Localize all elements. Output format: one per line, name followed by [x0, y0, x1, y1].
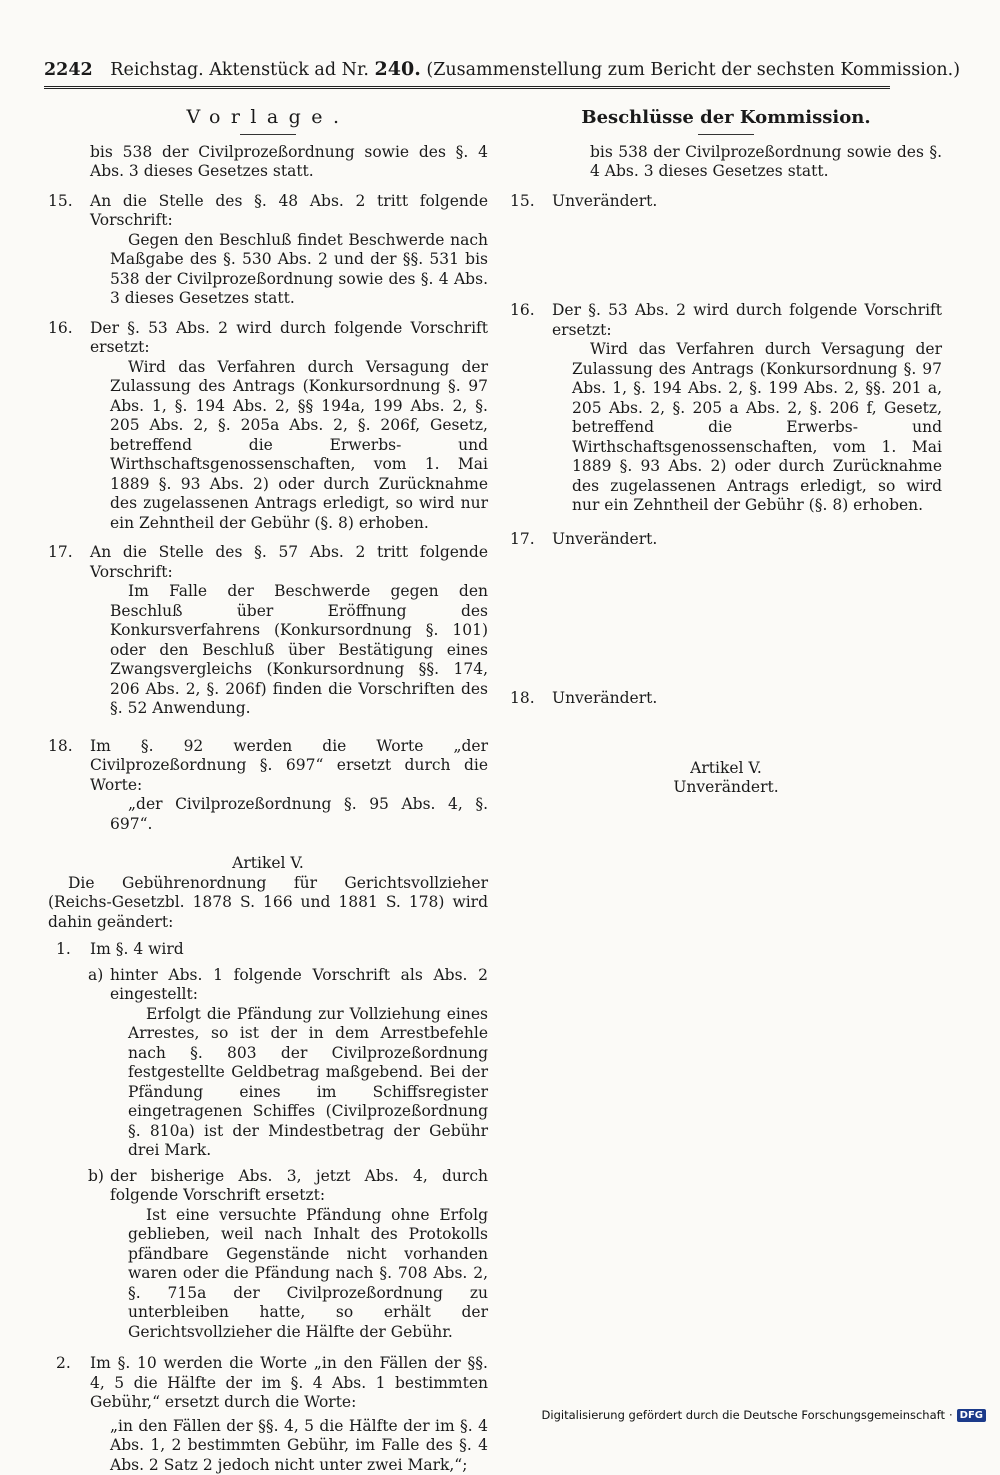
- continuation-text: bis 538 der Civilprozeßordnung sowie des §. 4 Abs. 3 dieses Gesetzes statt.: [48, 143, 488, 182]
- continuation-text: bis 538 der Civilprozeßordnung sowie des §. 4 Abs. 3 dieses Gesetzes statt.: [510, 143, 942, 182]
- point-number: 1.: [56, 940, 71, 960]
- header-rule: [44, 86, 890, 89]
- point-2: [48, 1354, 488, 1413]
- item-16-quote: Wird das Verfahren durch Versagung der Zulassung des Antrags (Konkursordnung §. 97 Abs. 1, §. 194 Abs. 2, §§ 194a, 199 Abs. 2, §. 205 Abs. 2, §. 205a Abs. 2, §. 206f, Gesetz, betreffend die Erwerbs- und Wirthschaftsgenossenschaften, vom 1. Mai 1889 §. 93 Abs. 2) oder durch Zurücknahme des zugelassenen Antrags erledigt, so wird nur ein Zehntheil der Gebühr (§. 8) erhoben.: [68, 358, 488, 534]
- subpoint-text: hinter Abs. 1 folgende Vorschrift als Abs. 2 eingestellt:: [110, 966, 488, 1004]
- item-15: [48, 192, 488, 231]
- point-2-quote: „in den Fällen der §§. 4, 5 die Hälfte der im §. 4 Abs. 1, 2 bestimmten Gebühr, im Falle des §. 4 Abs. 2 Satz 2 jedoch nicht unter zwei Mark,“;: [48, 1417, 488, 1475]
- point-1b-quote: Ist eine versuchte Pfändung ohne Erfolg geblieben, weil nach Inhalt des Protokolls pfändbare Gegenstände nicht vorhanden waren oder die Pfändung nach §. 708 Abs. 2, §. 715a der Civilprozeßordnung zu unterbleiben hatte, so erhält der Gerichtsvollzieher die Hälfte der Gebühr.: [48, 1206, 488, 1343]
- item-18: [48, 737, 488, 796]
- header-title: Reichstag. Aktenstück ad Nr.: [110, 60, 369, 80]
- item-16-quote: Wird das Verfahren durch Versagung der Zulassung des Antrags (Konkursordnung §. 97 Abs. 1, §. 194 Abs. 2, §. 199 Abs. 2, §§. 201 a, 205 Abs. 2, §. 205 a Abs. 2, §. 206 f, Gesetz, betreffend die Erwerbs- und Wirthschaftsgenossenschaften, vom 1. Mai 1889 §. 93 Abs. 2) oder durch Zurücknahme des zugelassenen Antrags erledigt, so wird nur ein Zehntheil der Gebühr (§. 8) erhoben.: [530, 340, 942, 516]
- item-text: An die Stelle des §. 57 Abs. 2 tritt folgende Vorschrift:: [90, 543, 488, 581]
- column-beschluesse: [510, 108, 942, 798]
- credit-text: Digitalisierung gefördert durch die Deutsche Forschungsgemeinschaft: [542, 1408, 945, 1422]
- item-number: 16.: [510, 301, 535, 321]
- article-title: Artikel V.: [510, 759, 942, 779]
- item-15-quote: Gegen den Beschluß findet Beschwerde nach Maßgabe des §. 530 Abs. 2 und der §§. 531 bis 538 der Civilprozeßordnung sowie des §. 4 Abs. 3 dieses Gesetzes statt.: [68, 231, 488, 309]
- column-title: Beschlüsse der Kommission.: [510, 108, 942, 128]
- item-15: [510, 192, 942, 212]
- point-text: Im §. 4 wird: [90, 940, 184, 958]
- point-1: [48, 940, 488, 960]
- item-number: 15.: [510, 192, 535, 212]
- column-vorlage: [48, 108, 488, 1475]
- article-title: Artikel V.: [48, 854, 488, 874]
- item-16: [510, 301, 942, 340]
- item-text: Im §. 92 werden die Worte „der Civilprozeßordnung §. 697“ ersetzt durch die Worte:: [90, 737, 488, 794]
- item-17: [510, 530, 942, 550]
- item-17: [48, 543, 488, 582]
- item-text: Unverändert.: [552, 689, 657, 707]
- document-number: 240.: [375, 58, 421, 80]
- item-18-quote: „der Civilprozeßordnung §. 95 Abs. 4, §. 697“.: [68, 795, 488, 834]
- article-text: Die Gebührenordnung für Gerichtsvollzieher (Reichs-Gesetzbl. 1878 S. 166 und 1881 S. 178) wird dahin geändert:: [48, 874, 488, 933]
- subpoint-label: a): [88, 966, 103, 986]
- subpoint-text: der bisherige Abs. 3, jetzt Abs. 4, durch folgende Vorschrift ersetzt:: [110, 1167, 488, 1205]
- subpoint-label: b): [88, 1167, 104, 1187]
- page-header: [44, 58, 890, 80]
- column-title: Vorlage.: [48, 108, 488, 128]
- item-text: Unverändert.: [552, 530, 657, 548]
- item-number: 18.: [510, 689, 535, 709]
- item-text: Der §. 53 Abs. 2 wird durch folgende Vorschrift ersetzt:: [90, 319, 488, 357]
- point-1b: [48, 1167, 488, 1206]
- item-17-quote: Im Falle der Beschwerde gegen den Beschluß über Eröffnung des Konkursverfahrens (Konkursordnung §. 101) oder den Beschluß über Bestätigung eines Zwangsvergleichs (Konkursordnung §§. 174, 206 Abs. 2, §. 206f) finden die Vorschriften des §. 52 Anwendung.: [68, 582, 488, 719]
- point-number: 2.: [56, 1354, 71, 1374]
- item-16: [48, 319, 488, 358]
- dfg-logo: DFG: [957, 1409, 986, 1422]
- digitization-credit: Digitalisierung gefördert durch die Deutsche Forschungsgemeinschaft · DFG: [542, 1408, 986, 1422]
- item-number: 17.: [510, 530, 535, 550]
- title-divider: [698, 134, 754, 135]
- point-text: Im §. 10 werden die Worte „in den Fällen der §§. 4, 5 die Hälfte der im §. 4 Abs. 1 bestimmten Gebühr,“ ersetzt durch die Worte:: [90, 1354, 488, 1411]
- item-text: Unverändert.: [552, 192, 657, 210]
- item-number: 17.: [48, 543, 73, 563]
- point-1a-quote: Erfolgt die Pfändung zur Vollziehung eines Arrestes, so ist der in dem Arrestbefehle nach §. 803 der Civilprozeßordnung festgestellte Geldbetrag maßgebend. Bei der Pfändung eines im Schiffsregister eingetragenen Schiffes (Civilprozeßordnung §. 810a) ist der Mindestbetrag der Gebühr drei Mark.: [48, 1005, 488, 1161]
- point-1a: [48, 966, 488, 1005]
- item-number: 18.: [48, 737, 73, 757]
- page-number: 2242: [44, 60, 93, 80]
- title-divider: [240, 134, 296, 135]
- article-text: Unverändert.: [510, 778, 942, 798]
- header-subtitle: (Zusammenstellung zum Bericht der sechsten Kommission.): [426, 60, 960, 80]
- item-number: 15.: [48, 192, 73, 212]
- item-text: Der §. 53 Abs. 2 wird durch folgende Vorschrift ersetzt:: [552, 301, 942, 339]
- item-text: An die Stelle des §. 48 Abs. 2 tritt folgende Vorschrift:: [90, 192, 488, 230]
- item-18: [510, 689, 942, 709]
- item-number: 16.: [48, 319, 73, 339]
